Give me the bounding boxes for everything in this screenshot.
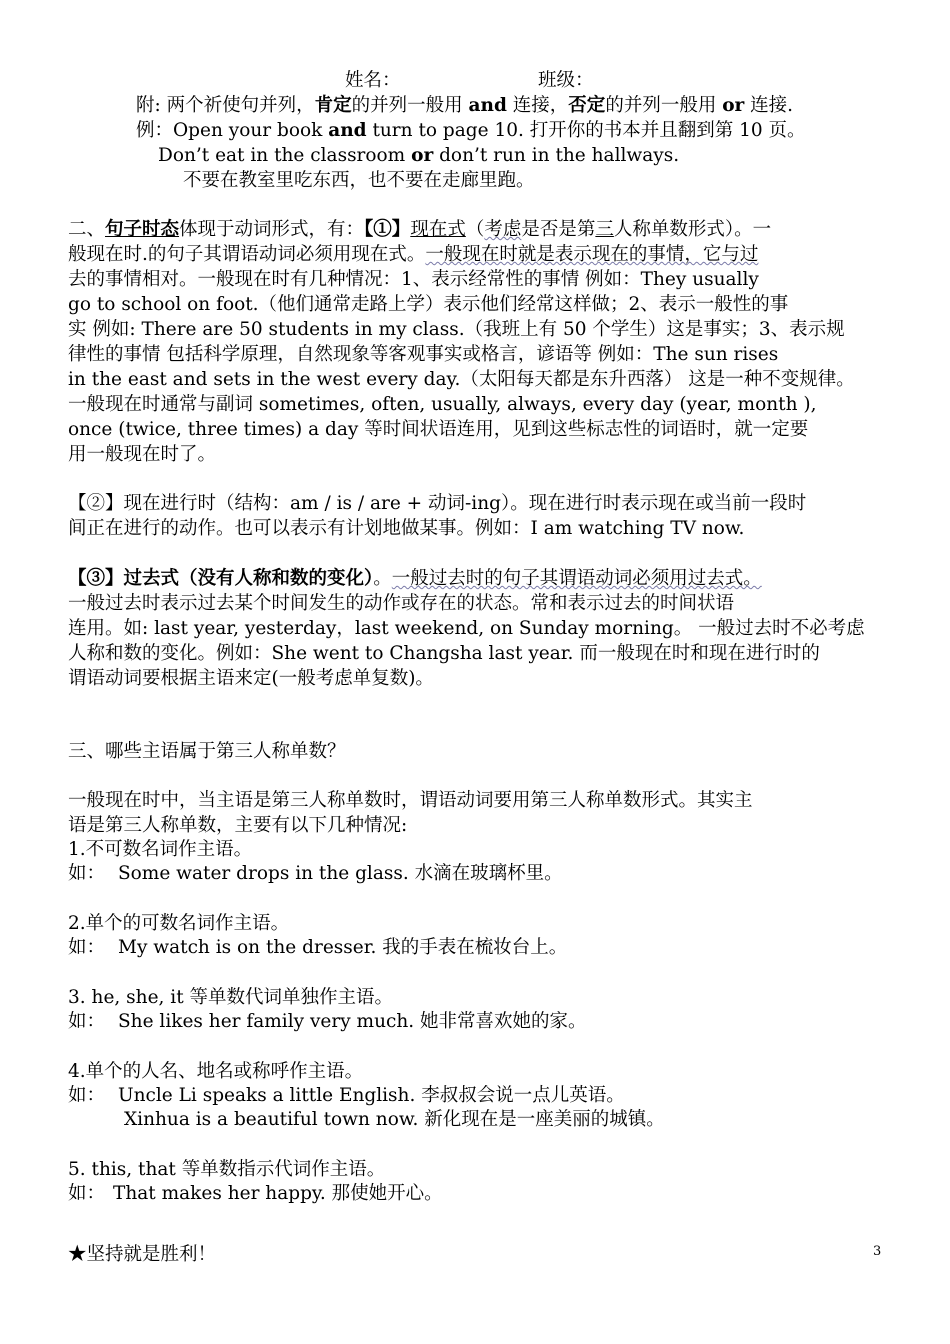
section2-line-6: 律性的事情 包括科学原理，自然现象等客观事实或格言，谚语等 例如：The sun rises — [68, 344, 779, 365]
case-5-heading: 5. this, that 等单数指示代词作主语。 — [68, 1159, 386, 1180]
case-3-heading: 3. he, she, it 等单数代词单独作主语。 — [68, 987, 394, 1008]
section2-line-7: in the east and sets in the west every day.（太阳每天都是东升西落） 这是一种不变规律。 — [68, 369, 855, 390]
case-5-example: 如： — [68, 1183, 106, 1204]
appendix-line-1: 附: 两个祈使句并列，肯定的并列一般用 and 连接，否定的并列一般用 or 连接. — [136, 95, 794, 116]
name-label: 姓名： — [345, 70, 401, 91]
past-tense-line-2: 一般过去时表示过去某个时间发生的动作或存在的状态。常和表示过去的时间状语 — [68, 593, 735, 614]
section3-title: 三、哪些主语属于第三人称单数？ — [68, 741, 346, 762]
case-3-example: 如： — [68, 1011, 106, 1032]
section2-line-8: 一般现在时通常与副词 sometimes, often, usually, always, every day (year, month ), — [68, 394, 817, 415]
section2-line-5: 实 例如: There are 50 students in my class.（我班上有 50 个学生）这是事实；3、表示规 — [68, 319, 845, 340]
past-tense-line-3: 连用。如: last year, yesterday，last weekend, on Sunday morning。 一般过去时不必考虑 — [68, 618, 865, 639]
appendix-example-2-translation: 不要在教室里吃东西，也不要在走廊里跑。 — [183, 170, 535, 191]
case-2-example-text: My watch is on the dresser. 我的手表在梳妆台上。 — [118, 937, 568, 958]
present-progressive-line-2: 间正在进行的动作。也可以表示有计划地做某事。例如：I am watching TV now. — [68, 518, 745, 539]
present-progressive-line-1: 【②】现在进行时（结构：am / is / are + 动词-ing）。现在进行时表示现在或当前一段时 — [68, 493, 807, 514]
section3-intro-line-2: 语是第三人称单数，主要有以下几种情况: — [68, 815, 408, 836]
case-4-example: 如： — [68, 1085, 106, 1106]
page-number: 3 — [873, 1244, 882, 1259]
footer-motto: ★坚持就是胜利！ — [68, 1244, 217, 1265]
section3-intro-line-1: 一般现在时中，当主语是第三人称单数时，谓语动词要用第三人称单数形式。其实主 — [68, 790, 753, 811]
past-tense-line-5: 谓语动词要根据主语来定(一般考虑单复数)。 — [68, 668, 434, 689]
class-label: 班级： — [538, 70, 594, 91]
section2-line-9: once (twice, three times) a day 等时间状语连用，见到这些标志性的词语时，就一定要 — [68, 419, 809, 440]
case-1-example: 如： — [68, 863, 106, 884]
appendix-example-2: Don’t eat in the classroom or don’t run in the hallways. — [158, 145, 680, 166]
past-tense-line-4: 人称和数的变化。例如：She went to Changsha last year. 而一般现在时和现在进行时的 — [68, 643, 820, 664]
past-tense-line-1: 【③】过去式（没有人称和数的变化）。一般过去时的句子其谓语动词必须用过去式。 — [68, 568, 762, 589]
case-5-example-text: That makes her happy. 那使她开心。 — [113, 1183, 443, 1204]
case-4-example-text: Uncle Li speaks a little English. 李叔叔会说一点儿英语。 — [118, 1085, 625, 1106]
appendix-example-1: 例：Open your book and turn to page 10. 打开你的书本并且翻到第 10 页。 — [136, 120, 806, 141]
case-1-example-text: Some water drops in the glass. 水滴在玻璃杯里。 — [118, 863, 563, 884]
section2-line-1: 二、句子时态体现于动词形式，有：【①】现在式（考虑是否是第三人称单数形式）。一 — [68, 219, 772, 240]
case-1-heading: 1.不可数名词作主语。 — [68, 839, 253, 860]
case-2-heading: 2.单个的可数名词作主语。 — [68, 913, 290, 934]
section2-line-10: 用一般现在时了。 — [68, 444, 217, 465]
section2-line-3: 去的事情相对。一般现在时有几种情况：1、表示经常性的事情 例如：They usually — [68, 269, 759, 290]
case-4-example-text-2: Xinhua is a beautiful town now. 新化现在是一座美丽的城镇。 — [124, 1109, 665, 1130]
case-3-example-text: She likes her family very much. 她非常喜欢她的家。 — [118, 1011, 587, 1032]
case-4-heading: 4.单个的人名、地名或称呼作主语。 — [68, 1061, 364, 1082]
case-2-example: 如： — [68, 937, 106, 958]
section2-line-4: go to school on foot.（他们通常走路上学）表示他们经常这样做；2、表示一般性的事 — [68, 294, 789, 315]
section2-line-2: 般现在时.的句子其谓语动词必须用现在式。一般现在时就是表示现在的事情，它与过 — [68, 244, 759, 265]
